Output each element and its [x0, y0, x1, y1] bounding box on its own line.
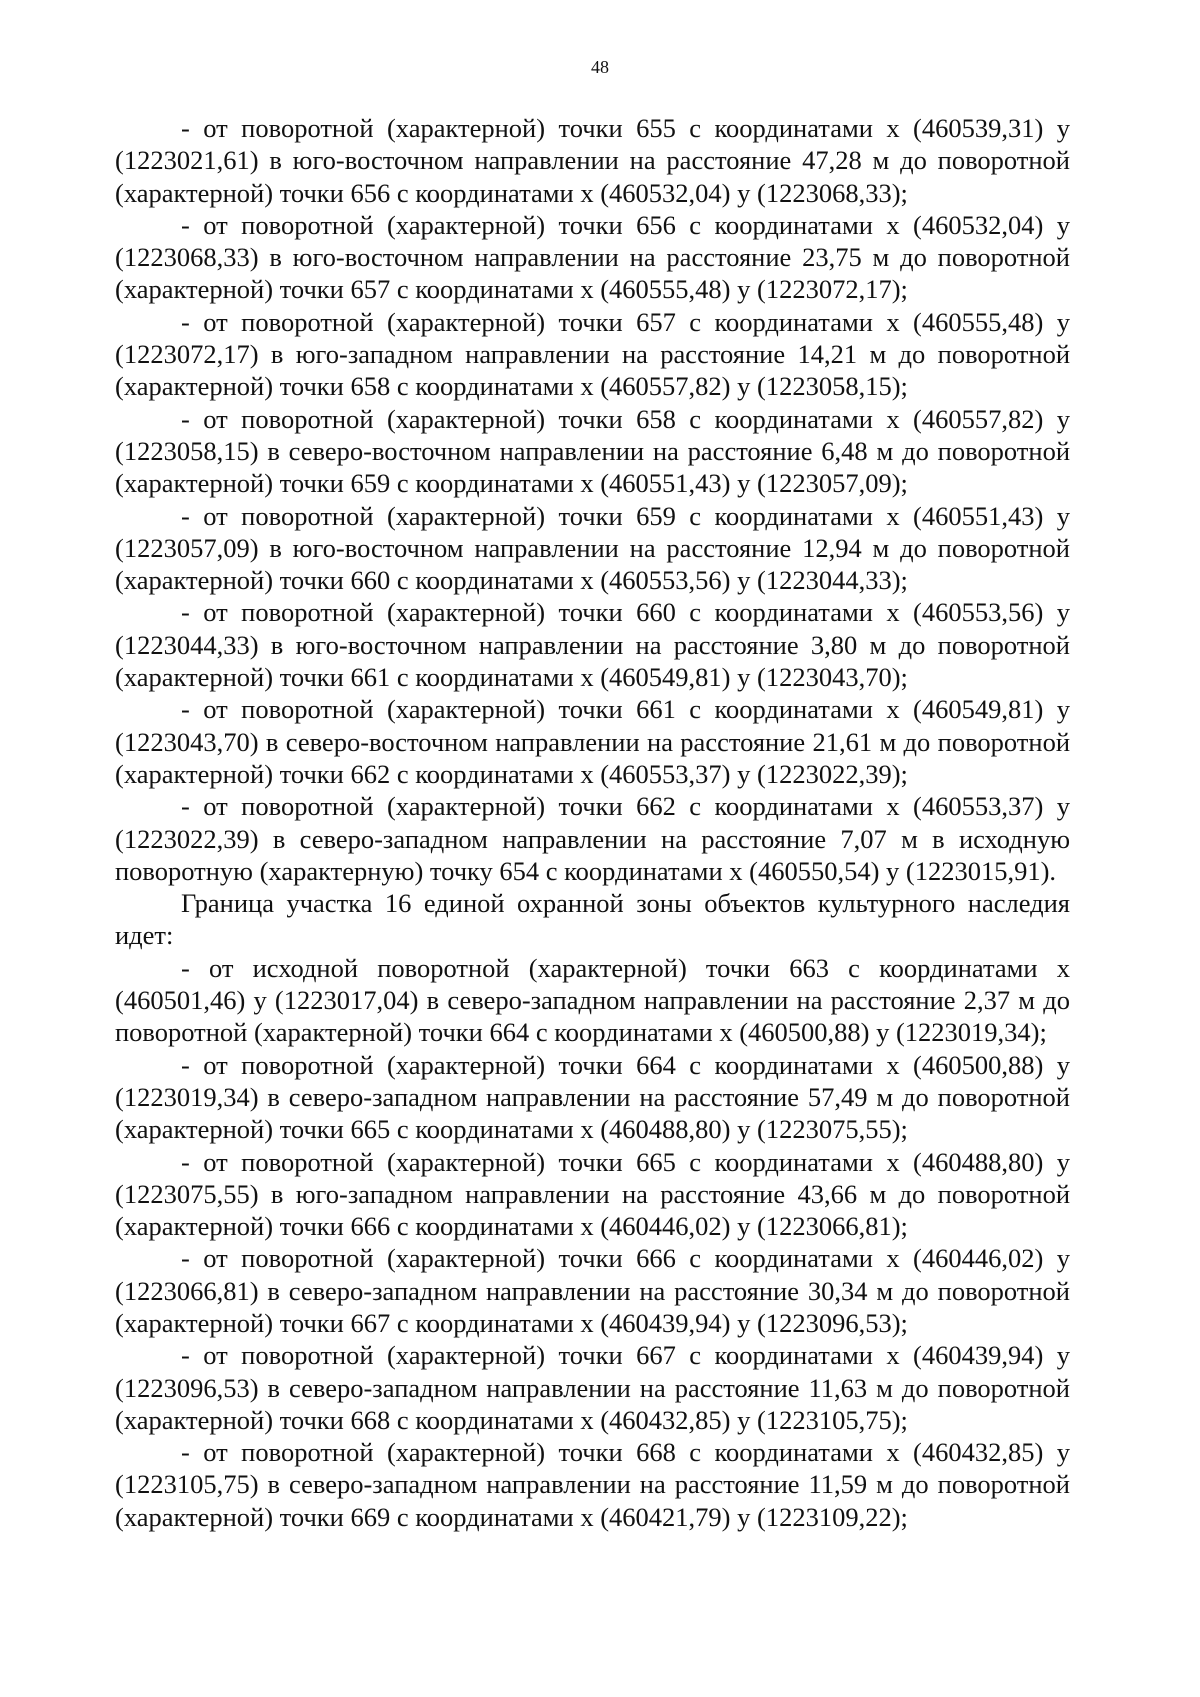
paragraph-point-659: - от поворотной (характерной) точки 659 с координатами х (460551,43) у (1223057,09) в юго-восточном направлении на расстояние 12,94 м до поворотной (характерной) точки 660 с координатами х (460553,56) у (1223044,33);: [115, 500, 1070, 596]
paragraph-point-668: - от поворотной (характерной) точки 668 с координатами х (460432,85) у (1223105,75) в северо-западном направлении на расстояние 11,59 м до поворотной (характерной) точки 669 с координатами х (460421,79) у (1223109,22);: [115, 1437, 1070, 1532]
paragraph-point-664: - от поворотной (характерной) точки 664 с координатами х (460500,88) у (1223019,34) в северо-западном направлении на расстояние 57,49 м до поворотной (характерной) точки 665 с координатами х (460488,80) у (1223075,55);: [115, 1049, 1070, 1145]
paragraph-point-667: - от поворотной (характерной) точки 667 с координатами х (460439,94) у (1223096,53) в северо-западном направлении на расстояние 11,63 м до поворотной (характерной) точки 668 с координатами х (460432,85) у (1223105,75);: [115, 1340, 1070, 1435]
paragraph-point-655: - от поворотной (характерной) точки 655 с координатами х (460539,31) у (1223021,61) в юго-восточном направлении на расстояние 47,28 м до поворотной (характерной) точки 656 с координатами х (460532,04) у (1223068,33);: [115, 113, 1070, 208]
paragraph-point-666: - от поворотной (характерной) точки 666 с координатами х (460446,02) у (1223066,81) в северо-западном направлении на расстояние 30,34 м до поворотной (характерной) точки 667 с координатами х (460439,94) у (1223096,53);: [115, 1243, 1070, 1338]
paragraph-point-662: - от поворотной (характерной) точки 662 с координатами х (460553,37) у (1223022,39) в северо-западном направлении на расстояние 7,07 м в исходную поворотную (характерную) точку 654 с координатами х (460550,54) у (1223015,91).: [115, 791, 1070, 886]
page-number: 48: [591, 57, 609, 77]
paragraph-point-665: - от поворотной (характерной) точки 665 с координатами х (460488,80) у (1223075,55) в юго-западном направлении на расстояние 43,66 м до поворотной (характерной) точки 666 с координатами х (460446,02) у (1223066,81);: [115, 1146, 1070, 1242]
paragraph-point-660: - от поворотной (характерной) точки 660 с координатами х (460553,56) у (1223044,33) в юго-восточном направлении на расстояние 3,80 м до поворотной (характерной) точки 661 с координатами х (460549,81) у (1223043,70);: [115, 597, 1070, 693]
paragraph-point-656: - от поворотной (характерной) точки 656 с координатами х (460532,04) у (1223068,33) в юго-восточном направлении на расстояние 23,75 м до поворотной (характерной) точки 657 с координатами х (460555,48) у (1223072,17);: [115, 209, 1070, 305]
paragraph-point-661: - от поворотной (характерной) точки 661 с координатами х (460549,81) у (1223043,70) в северо-восточном направлении на расстояние 21,61 м до поворотной (характерной) точки 662 с координатами х (460553,37) у (1223022,39);: [115, 694, 1070, 789]
document-body: [115, 112, 1070, 1533]
paragraph-point-657: - от поворотной (характерной) точки 657 с координатами х (460555,48) у (1223072,17) в юго-западном направлении на расстояние 14,21 м до поворотной (характерной) точки 658 с координатами х (460557,82) у (1223058,15);: [115, 306, 1070, 402]
paragraph-point-663: - от исходной поворотной (характерной) точки 663 с координатами х (460501,46) у (1223017,04) в северо-западном направлении на расстояние 2,37 м до поворотной (характерной) точки 664 с координатами х (460500,88) у (1223019,34);: [115, 952, 1070, 1048]
paragraph-point-658: - от поворотной (характерной) точки 658 с координатами х (460557,82) у (1223058,15) в северо-восточном направлении на расстояние 6,48 м до поворотной (характерной) точки 659 с координатами х (460551,43) у (1223057,09);: [115, 403, 1070, 499]
section-heading-parcel-16: Граница участка 16 единой охранной зоны объектов культурного наследия идет:: [115, 888, 1070, 951]
